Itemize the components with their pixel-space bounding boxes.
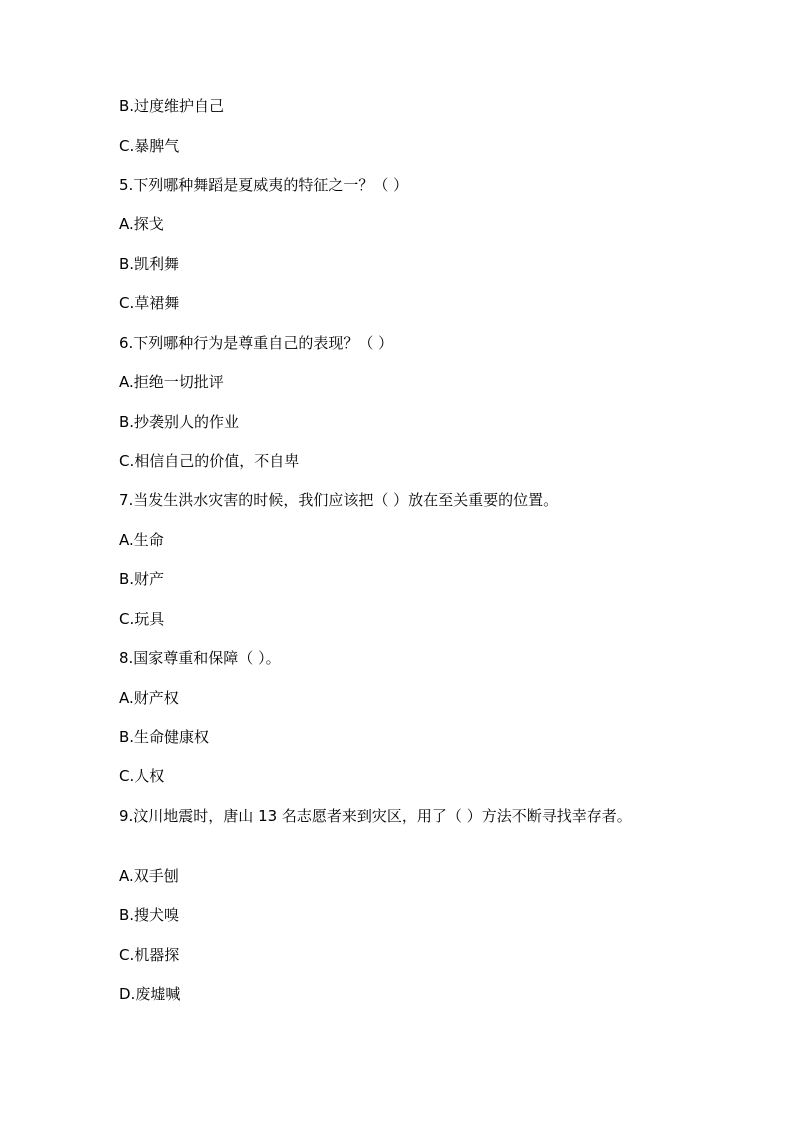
option-8b: B.生命健康权 [119,728,210,746]
option-9b: B.搜犬嗅 [119,906,180,924]
option-7b: B.财产 [119,570,165,588]
option-7a: A.生命 [119,531,164,549]
option-6b: B.抄袭别人的作业 [119,413,240,431]
option-6c: C.相信自己的价值，不自卑 [119,452,300,470]
option-4c: C.暴脾气 [119,137,180,155]
option-9a: A.双手刨 [119,867,179,885]
option-5c: C.草裙舞 [119,294,180,312]
question-7: 7.当发生洪水灾害的时候，我们应该把（ ）放在至关重要的位置。 [119,491,559,509]
option-5b: B.凯利舞 [119,255,180,273]
option-8c: C.人权 [119,767,165,785]
question-8: 8.国家尊重和保障（ ）。 [119,649,281,667]
question-5: 5.下列哪种舞蹈是夏威夷的特征之一？（ ） [119,176,409,194]
option-6a: A.拒绝一切批评 [119,373,224,391]
option-9d: D.废墟喊 [119,985,181,1003]
option-5a: A.探戈 [119,215,164,233]
option-4b: B.过度维护自己 [119,97,225,115]
option-9c: C.机器探 [119,946,180,964]
question-9: 9.汶川地震时，唐山 13 名志愿者来到灾区，用了（ ）方法不断寻找幸存者。 [119,807,632,825]
option-8a: A.财产权 [119,689,179,707]
question-6: 6.下列哪种行为是尊重自己的表现？（ ） [119,334,394,352]
option-7c: C.玩具 [119,610,165,628]
